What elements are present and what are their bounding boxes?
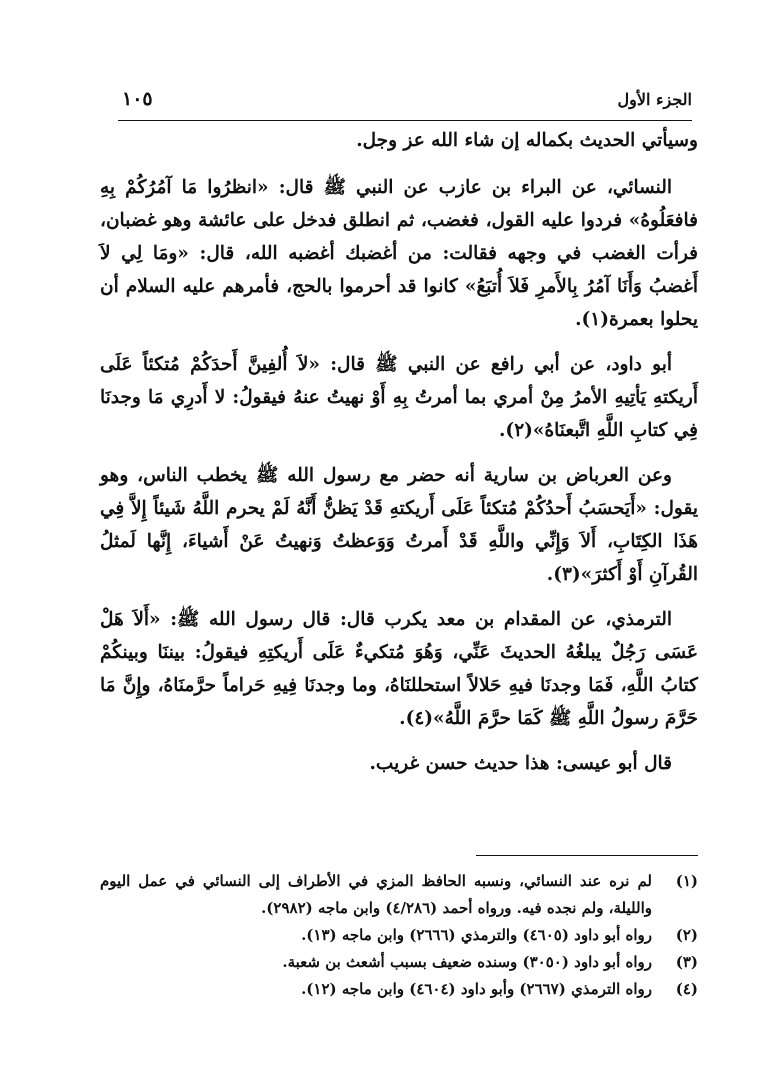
footnote-2 xyxy=(100,922,698,949)
footnote-number: (٣) xyxy=(675,953,698,971)
paragraph-5: الترمذي، عن المقدام بن معد يكرب قال: قال رسول الله ﷺ: «أَلاَ هَلْ عَسَى رَجُلٌ يبلغُهُ الحديثَ عَنِّي، وَهُوَ مُتكيءٌ عَلَى أَريكتِهِ فيقولُ: بيننَا وبينكُمْ كتابُ اللَّهِ، فَمَا وجدنَا فيهِ حَلالاً استحللنَاهُ، وما وجدنَا فِيهِ حَراماً حرَّمنَاهُ، وإِنَّ مَا حَرَّمَ رسولُ اللَّهِ ﷺ كَمَا حرَّمَ اللَّهُ»(٤). xyxy=(100,609,698,729)
footnote-3 xyxy=(100,949,698,976)
footnote-separator xyxy=(476,855,698,856)
paragraph-3: أبو داود، عن أبي رافع عن النبي ﷺ قال: «لاَ أُلفِينَّ أَحدَكُمْ مُتكئاً عَلَى أَريكتهِ يَأتِيهِ الأمرُ مِنْ أمري بما أمرتُ بِهِ أَوْ نهيتُ عنهُ فيقولُ: لا أَدرِي مَا وجدنَا فِي كتابِ اللَّهِ اتَّبعنَاهُ»(٢). xyxy=(100,354,698,441)
footnote-4 xyxy=(100,976,698,1003)
paragraph-2: النسائي، عن البراء بن عازب عن النبي ﷺ قال: «انظرُوا مَا آمُرُكُمْ بِهِ فافعَلُوهُ» فردوا عليه القول، فغضب، ثم انطلق فدخل على عائشة وهو غضبان، فرأت الغضب في وجهه فقالت: من أغضبك أغضبه الله، قال: «ومَا لِي لاَ أَغضبُ وَأَنَا آمُرُ بِالأَمرِ فَلاَ أُتبَعُ» كانوا قد أحرموا بالحج، فأمرهم عليه السلام أن يحلوا بعمرة(١). xyxy=(100,177,698,330)
footnote-text: رواه أبو داود (٤٦٠٥) والترمذي (٢٦٦٦) وابن ماجه (١٣). xyxy=(301,926,652,944)
footnote-number: (٤) xyxy=(675,980,698,998)
footnote-number: (٢) xyxy=(675,926,698,944)
footnote-number: (١) xyxy=(675,872,698,890)
paragraph-1: وسيأتي الحديث بكماله إن شاء الله عز وجل. xyxy=(356,130,698,151)
running-header xyxy=(118,86,692,121)
footnote-text: رواه الترمذي (٢٦٦٧) وأبو داود (٤٦٠٤) وابن ماجه (١٢). xyxy=(301,980,652,998)
page-number: ١٠٥ xyxy=(122,88,153,110)
footnote-text: لم نره عند النسائي، ونسبه الحافظ المزي في الأطراف إلى النسائي في عمل اليوم والليلة، ولم نجده فيه. ورواه أحمد (٤/٢٨٦) وابن ماجه (٢٩٨٢). xyxy=(100,872,652,917)
footnote-text: رواه أبو داود (٣٠٥٠) وسنده ضعيف بسبب أشعث بن شعبة. xyxy=(282,953,652,971)
main-text xyxy=(100,124,698,792)
paragraph-6: قال أبو عيسى: هذا حديث حسن غريب. xyxy=(369,753,672,774)
volume-title: الجزء الأول xyxy=(617,90,692,109)
footnotes xyxy=(100,868,698,1003)
footnote-1 xyxy=(100,868,698,922)
paragraph-4: وعن العرباض بن سارية أنه حضر مع رسول الله ﷺ يخطب الناس، وهو يقول: «أَيَحسَبُ أَحدُكُمْ مُتكئاً عَلَى أَريكتهِ قَدْ يَظنُّ أَنَّهُ لَمْ يحرم اللَّهُ شَيئاً إِلاَّ فِي هَذَا الكِتَابِ، أَلاَ وَإِنِّي واللَّهِ قَدْ أَمرتُ وَوَعظتُ وَنهيتُ عَنْ أَشياءَ، إِنَّها لَمثلُ القُرآنِ أَوْ أَكثرَ»(٣). xyxy=(100,465,698,585)
